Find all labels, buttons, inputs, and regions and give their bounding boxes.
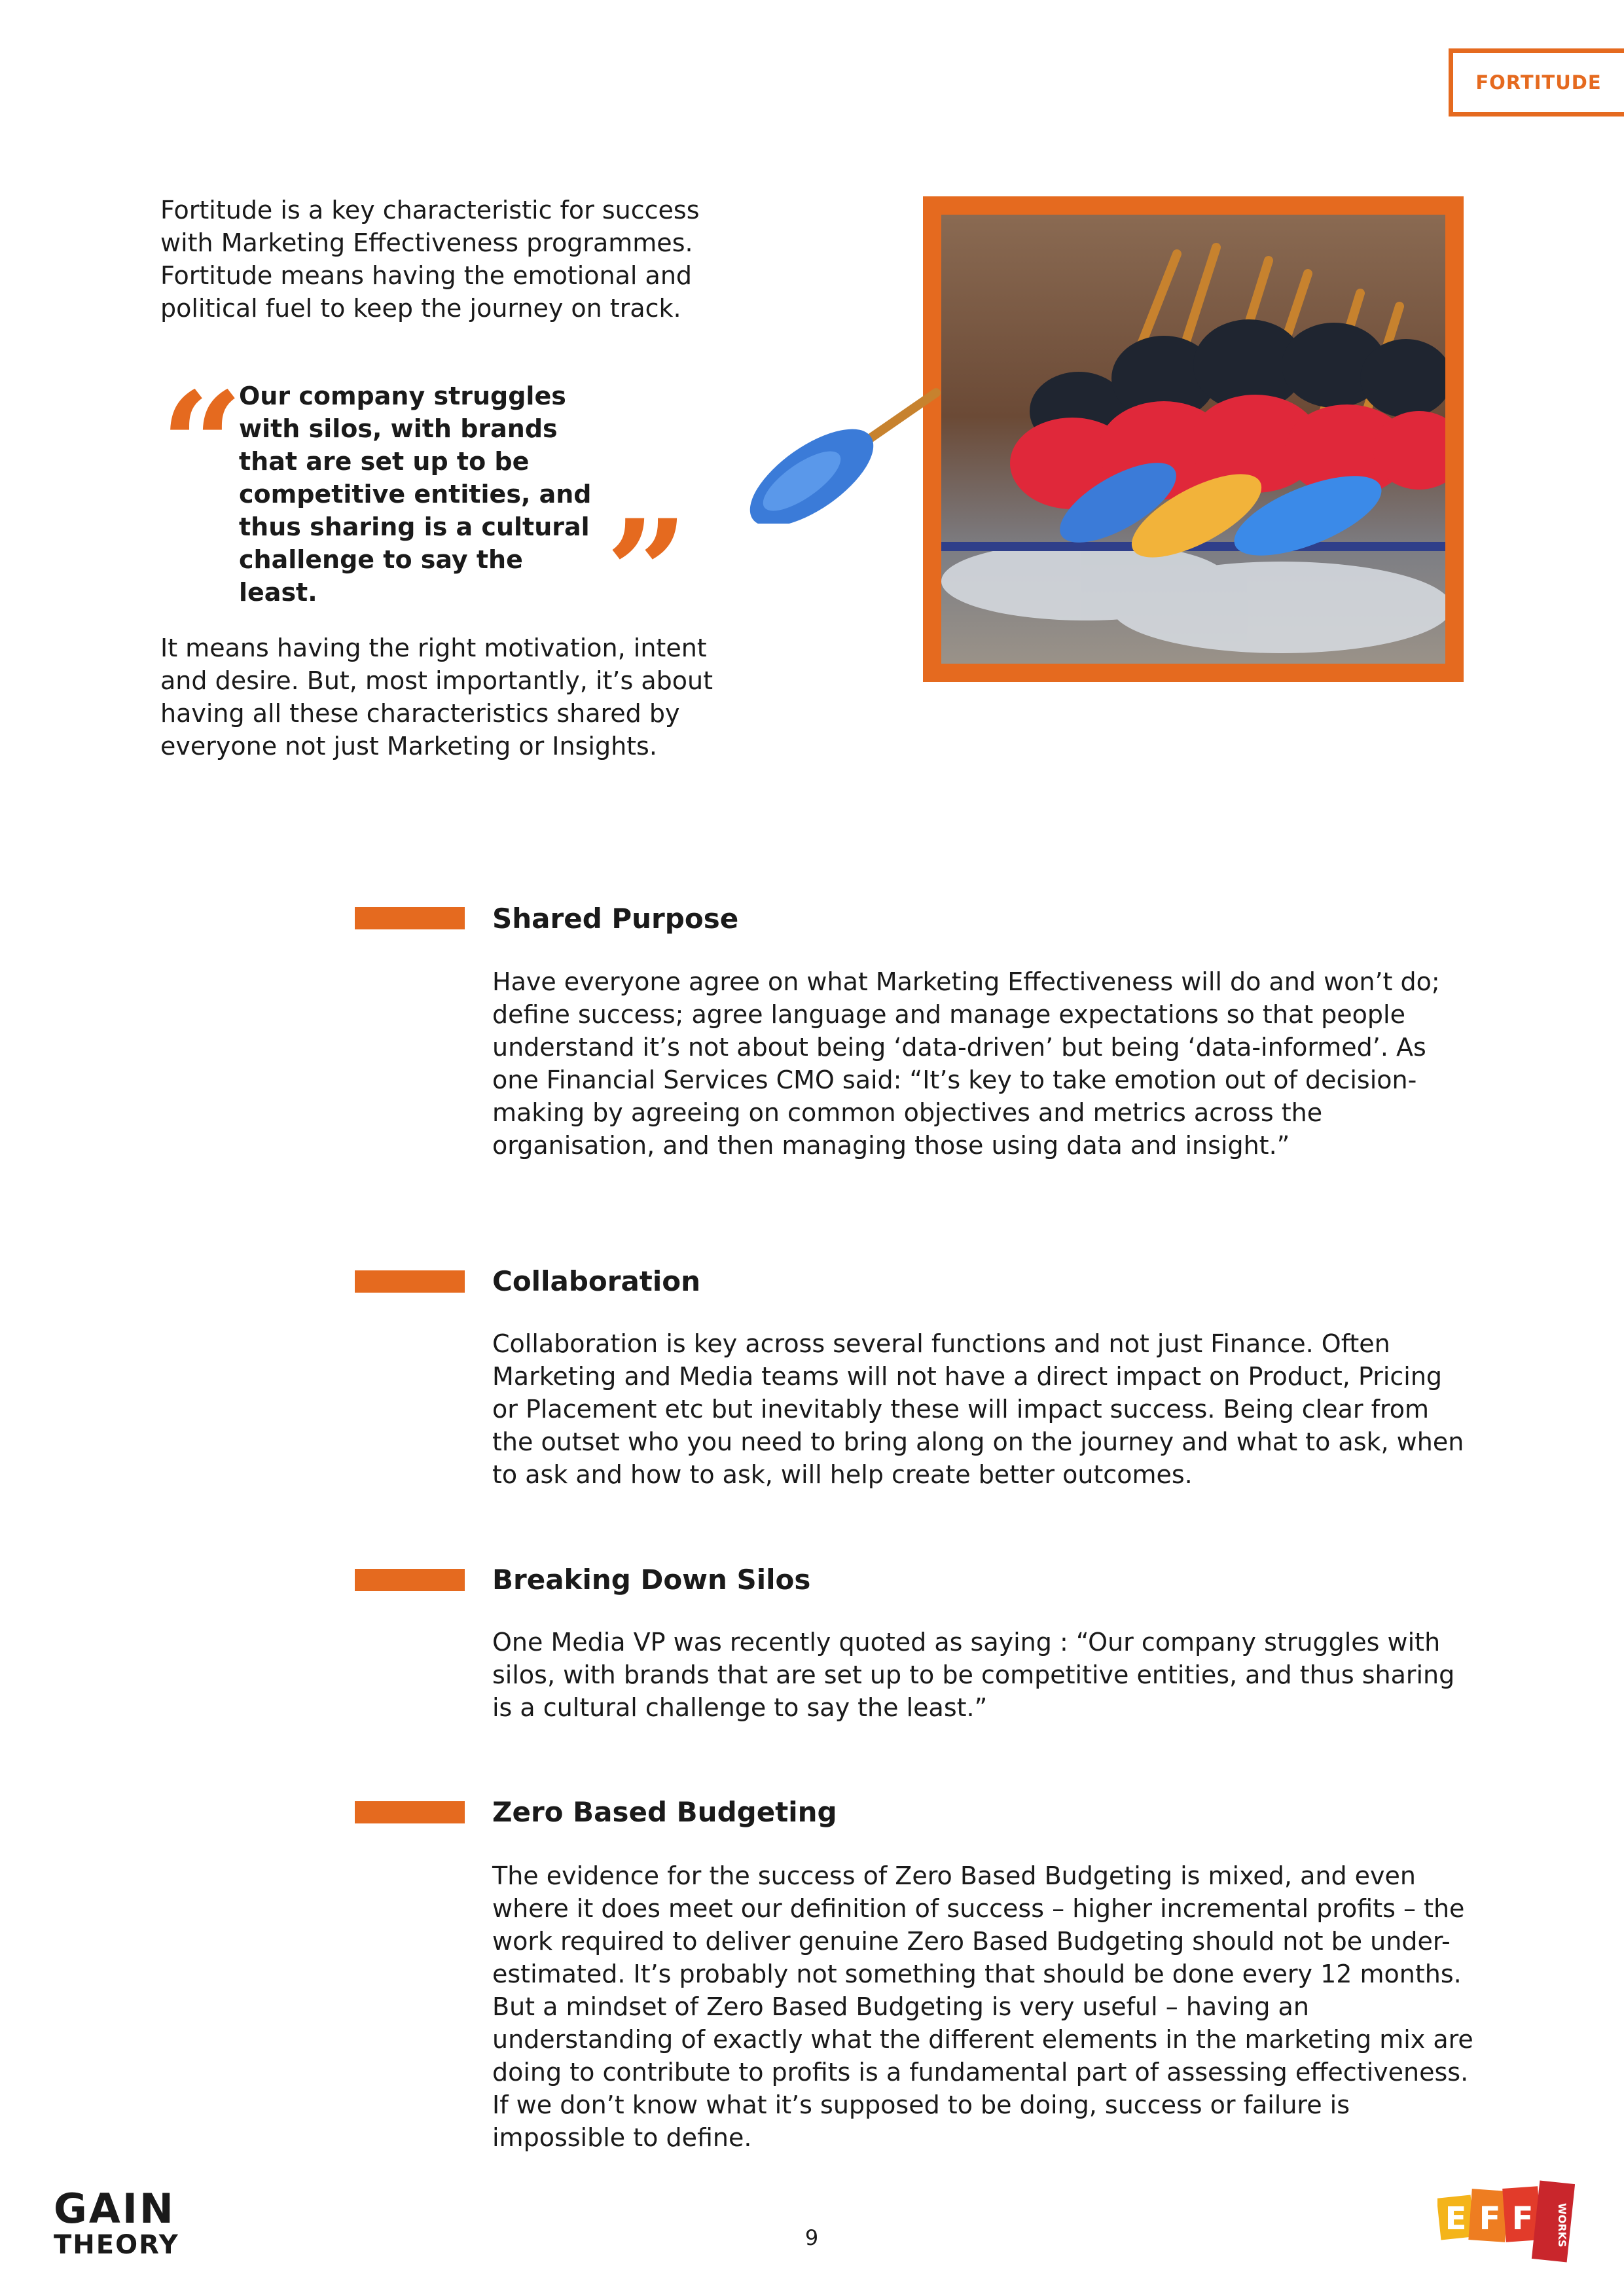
section-body-zero-based-budgeting: The evidence for the success of Zero Based Budgeting is mixed, and even where it does meet our definition of success – higher incremental profits – the work required to deliver genuine Zero Based Budgeting should not be under-estimated. It’s probably not something that should be done every 12 months. But a mindset of Zero Based Budgeting is very useful – having an understanding of exactly what the different elements in the marketing mix are doing to contribute to profits is a fundamental part of assessing effectiveness. If we don’t know what it’s supposed to be doing, success or failure is impossible to define. xyxy=(492,1861,1473,2152)
logo-letter-f2: F xyxy=(1511,2200,1534,2237)
section-title-shared-purpose: Shared Purpose xyxy=(492,903,739,935)
logo-letter-f1: F xyxy=(1479,2200,1501,2237)
section-marker xyxy=(355,1270,465,1293)
pull-quote xyxy=(160,360,689,657)
rowers-illustration xyxy=(941,215,1445,664)
open-quote-mark: “ xyxy=(160,360,244,529)
section-marker xyxy=(355,1801,465,1823)
logo-letter-e: E xyxy=(1445,2200,1467,2237)
section-title-zero-based-budgeting: Zero Based Budgeting xyxy=(492,1796,837,1828)
paddle-blade-overlay xyxy=(740,367,949,524)
section-title-collaboration: Collaboration xyxy=(492,1265,701,1297)
pull-quote-text: Our company struggles with silos, with brands that are set up to be competitive entities, and thus sharing is a cultural challenge to say the least. xyxy=(239,382,592,607)
section-marker xyxy=(355,1569,465,1591)
rowers-photo xyxy=(923,196,1464,682)
logo-word-theory: THEORY xyxy=(54,2230,179,2260)
outro-paragraph: It means having the right motivation, intent and desire. But, most importantly, it’s about having all these characteristics shared by everyone not just Marketing or Insights. xyxy=(160,634,713,761)
section-body-shared-purpose: Have everyone agree on what Marketing Effectiveness will do and won’t do; define success; agree language and manage expectations so that people understand it’s not about being ‘data-driven’ but being ‘data-informed’. As one Financial Services CMO said: “It’s key to take emotion out of decision-making by agreeing on common objectives and metrics across the organisation, and then managing those using data and insight.” xyxy=(492,967,1440,1160)
section-marker xyxy=(355,907,465,929)
section-body-breaking-down-silos: One Media VP was recently quoted as saying : “Our company struggles with silos, with brands that are set up to be competitive entities, and thus sharing is a cultural challenge to say the least.” xyxy=(492,1628,1455,1722)
section-body-collaboration: Collaboration is key across several functions and not just Finance. Often Marketing and Media teams will not have a direct impact on Product, Pricing or Placement etc but inevitably these will impact success. Being clear from the outset who you need to bring along on the journey and what to ask, when to ask and how to ask, will help create better outcomes. xyxy=(492,1329,1464,1489)
page-number: 9 xyxy=(804,2225,819,2250)
eff-works-logo xyxy=(1437,2178,1575,2263)
logo-word-works: WORKS xyxy=(1556,2203,1568,2248)
gain-theory-logo xyxy=(54,2185,185,2260)
intro-paragraph: Fortitude is a key characteristic for success with Marketing Effectiveness programmes. Fortitude means having the emotional and political fuel to keep the journey on track. xyxy=(160,196,700,323)
logo-word-gain: GAIN xyxy=(54,2185,175,2233)
section-title-breaking-down-silos: Breaking Down Silos xyxy=(492,1564,811,1596)
close-quote-mark: ” xyxy=(605,488,689,657)
section-tab: FORTITUDE xyxy=(1449,48,1624,117)
